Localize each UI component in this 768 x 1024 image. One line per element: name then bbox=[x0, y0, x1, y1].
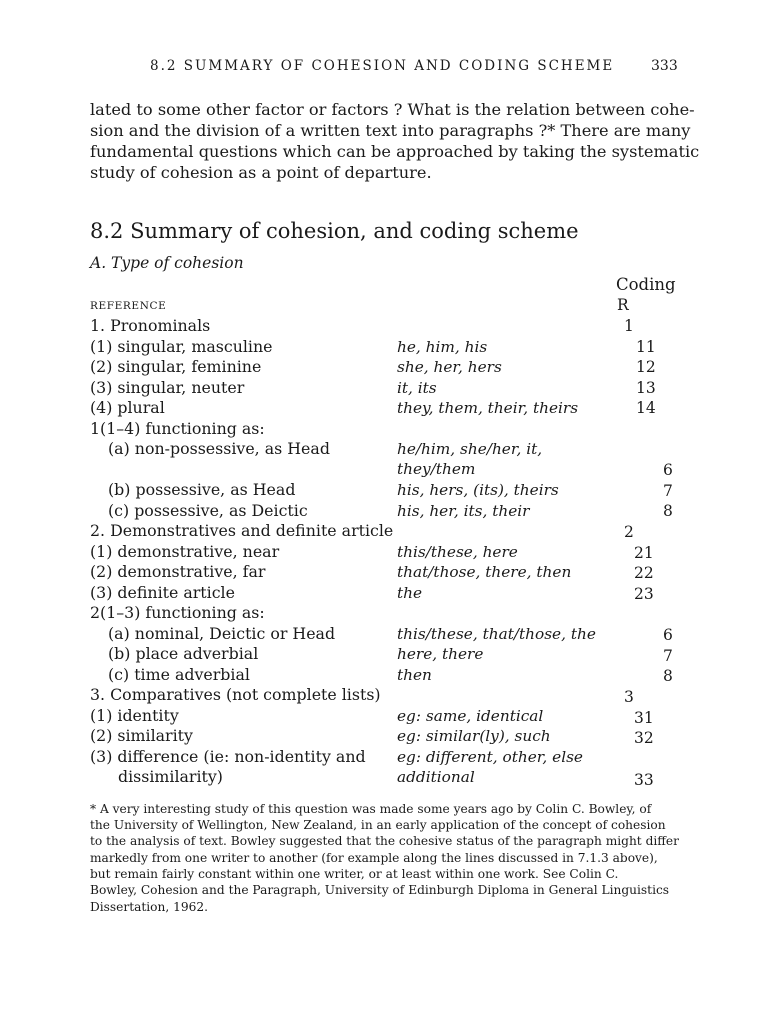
row-code: 12 bbox=[636, 358, 656, 376]
section-title: 8.2 Summary of cohesion, and coding scheme bbox=[90, 219, 579, 243]
row-label: (b) possessive, as Head bbox=[108, 480, 296, 499]
row-code: 31 bbox=[634, 709, 654, 727]
row-label: (1) demonstrative, near bbox=[90, 542, 280, 561]
row-example: it, its bbox=[397, 379, 437, 397]
footnote-line: Dissertation, 1962. bbox=[90, 900, 209, 914]
row-example: they, them, their, theirs bbox=[397, 399, 579, 417]
coding-header: Coding bbox=[616, 275, 676, 294]
footnote-line: * A very interesting study of this question was made some years ago by Colin C. Bowley, of bbox=[90, 802, 652, 816]
row-example: his, her, its, their bbox=[397, 502, 530, 520]
row-example: then bbox=[397, 666, 432, 684]
subheading: A. Type of cohesion bbox=[90, 254, 244, 272]
row-example: the bbox=[397, 584, 423, 602]
row-label: (a) non-possessive, as Head bbox=[108, 439, 330, 458]
row-example: eg: different, other, else bbox=[397, 748, 583, 766]
row-label: 3. Comparatives (not complete lists) bbox=[90, 685, 381, 704]
row-label: (b) place adverbial bbox=[108, 644, 259, 663]
row-code: 7 bbox=[663, 647, 673, 665]
row-label: 2(1–3) functioning as: bbox=[90, 603, 265, 622]
row-code: 22 bbox=[634, 564, 654, 582]
row-label: (1) singular, masculine bbox=[90, 337, 273, 356]
row-code: 6 bbox=[663, 461, 673, 479]
row-code: 2 bbox=[624, 523, 634, 541]
row-code: 1 bbox=[624, 317, 634, 335]
row-label: (3) definite article bbox=[90, 583, 235, 602]
row-label: 1(1–4) functioning as: bbox=[90, 419, 265, 438]
row-label: (c) possessive, as Deictic bbox=[108, 501, 308, 520]
row-code: 32 bbox=[634, 729, 654, 747]
row-code: 8 bbox=[663, 502, 673, 520]
row-label: (2) demonstrative, far bbox=[90, 562, 266, 581]
footnote-line: to the analysis of text. Bowley suggested that the cohesive status of the paragraph might differ bbox=[90, 834, 679, 848]
row-example: she, her, hers bbox=[397, 358, 502, 376]
row-example: additional bbox=[397, 768, 475, 786]
row-example: eg: same, identical bbox=[397, 707, 544, 725]
row-code: 8 bbox=[663, 667, 673, 685]
row-code: 11 bbox=[636, 338, 656, 356]
footnote-line: Bowley, Cohesion and the Paragraph, University of Edinburgh Diploma in General Linguistics bbox=[90, 883, 670, 897]
category-code: R bbox=[617, 296, 629, 314]
row-example: his, hers, (its), theirs bbox=[397, 481, 559, 499]
footnote-line: markedly from one writer to another (for example along the lines discussed in 7.1.3 above), bbox=[90, 851, 658, 865]
row-code: 23 bbox=[634, 585, 654, 603]
row-label: 2. Demonstratives and definite article bbox=[90, 521, 394, 540]
category-label: REFERENCE bbox=[90, 300, 167, 312]
row-label: (3) singular, neuter bbox=[90, 378, 245, 397]
running-head: 8.2 SUMMARY OF COHESION AND CODING SCHEME bbox=[150, 58, 615, 74]
row-example: eg: similar(ly), such bbox=[397, 727, 551, 745]
page-number: 333 bbox=[651, 58, 678, 74]
row-label: (c) time adverbial bbox=[108, 665, 250, 684]
row-code: 13 bbox=[636, 379, 656, 397]
row-example: he, him, his bbox=[397, 338, 488, 356]
row-code: 3 bbox=[624, 688, 634, 706]
row-code: 33 bbox=[634, 771, 654, 789]
footnote-line: but remain fairly constant within one writer, or at least within one work. See Colin C. bbox=[90, 867, 619, 881]
footnote-line: the University of Wellington, New Zealand, in an early application of the concept of cohesion bbox=[90, 818, 666, 832]
row-code: 14 bbox=[636, 399, 656, 417]
row-label: (2) similarity bbox=[90, 726, 193, 745]
row-example: that/those, there, then bbox=[397, 563, 572, 581]
row-label: (3) difference (ie: non-identity and bbox=[90, 747, 366, 766]
row-label: (1) identity bbox=[90, 706, 179, 725]
row-example: this/these, that/those, the bbox=[397, 625, 596, 643]
intro-line: lated to some other factor or factors ? What is the relation between cohe- bbox=[90, 100, 695, 119]
intro-line: study of cohesion as a point of departure. bbox=[90, 163, 432, 182]
row-label: (a) nominal, Deictic or Head bbox=[108, 624, 336, 643]
row-label: (4) plural bbox=[90, 398, 165, 417]
intro-line: fundamental questions which can be approached by taking the systematic bbox=[90, 142, 700, 161]
row-label: (2) singular, feminine bbox=[90, 357, 262, 376]
intro-line: sion and the division of a written text into paragraphs ?* There are many bbox=[90, 121, 691, 140]
row-example: they/them bbox=[397, 460, 476, 478]
row-label: dissimilarity) bbox=[118, 767, 223, 786]
row-code: 21 bbox=[634, 544, 654, 562]
row-code: 6 bbox=[663, 626, 673, 644]
row-label: 1. Pronominals bbox=[90, 316, 211, 335]
row-example: here, there bbox=[397, 645, 484, 663]
row-example: this/these, here bbox=[397, 543, 518, 561]
row-example: he/him, she/her, it, bbox=[397, 440, 543, 458]
row-code: 7 bbox=[663, 482, 673, 500]
